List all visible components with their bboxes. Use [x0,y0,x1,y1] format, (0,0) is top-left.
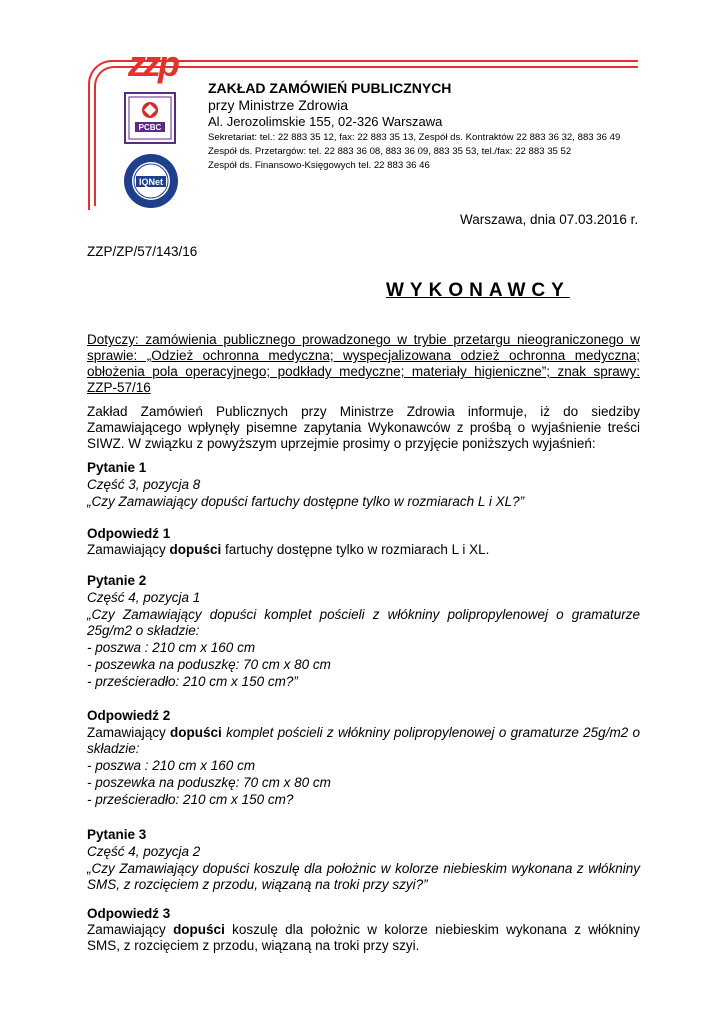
question-1-title: Pytanie 1 [87,460,147,475]
iqnet-certificate-icon [122,152,180,210]
case-reference: ZZP/ZP/57/143/16 [87,244,198,259]
document-date: Warszawa, dnia 07.03.2016 r. [460,212,639,227]
subject-line: Dotyczy: zamówienia publicznego prowadzonego w trybie przetargu nieograniczonego w sprawie: „Odzież ochronna medyczna; wyspecjalizowana odzież ochronna medyczna; obłożenia pola operacyjnego; podkłady medyczne; materiały higieniczne”; znak sprawy: ZZP-57/16 [87,332,640,395]
question-3-title: Pytanie 3 [87,827,147,842]
header-rule-inner [118,66,638,68]
iqnet-label: IQNet [138,177,164,187]
answer-1-title: Odpowiedź 1 [87,526,171,541]
question-1-text: „Czy Zamawiający dopuści fartuchy dostępne tylko w rozmiarach L i XL?” [87,494,525,509]
header-rule-left [88,90,90,210]
answer-2-title: Odpowiedź 2 [87,708,171,723]
answer-2-item: - poszewka na poduszkę: 70 cm x 80 cm [87,775,331,790]
question-2-title: Pytanie 2 [87,573,147,588]
zzp-logo: zzp [128,43,177,84]
org-name: ZAKŁAD ZAMÓWIEŃ PUBLICZNYCH [208,80,452,96]
answer-2-item: - poszwa : 210 cm x 160 cm [87,758,256,773]
question-2-part: Część 4, pozycja 1 [87,590,201,605]
question-2-item: - poszewka na poduszkę: 70 cm x 80 cm [87,657,331,672]
pcbc-certificate-icon [124,92,176,144]
contact-line-2: Zespół ds. Przetargów: tel. 22 883 36 08, 883 36 09, 883 35 53, tel./fax: 22 883 35 52 [208,146,572,157]
question-3-part: Część 4, pozycja 2 [87,844,201,859]
intro-paragraph: Zakład Zamówień Publicznych przy Ministrze Zdrowia informuje, iż do siedziby Zamawiającego wpłynęły pisemne zapytania Wykonawców z prośbą o wyjaśnienie treści SIWZ. W związku z powyższym uprzejmie prosimy o przyjęcie poniższych wyjaśnień: [87,404,640,451]
org-subtitle: przy Ministrze Zdrowia [208,97,349,113]
answer-1-text: Zamawiający dopuści fartuchy dostępne tylko w rozmiarach L i XL. [87,542,490,557]
org-address: Al. Jerozolimskie 155, 02-326 Warszawa [208,114,443,129]
header-rule-top [110,60,638,62]
contact-line-3: Zespół ds. Finansowo-Księgowych tel. 22 883 36 46 [208,160,430,171]
question-3-text: „Czy Zamawiający dopuści koszulę dla położnic w kolorze niebieskim wykonana z włókniny SMS, z rozcięciem z przodu, wiązaną na troki przy szyi?” [87,861,640,892]
answer-2-item: - prześcieradło: 210 cm x 150 cm? [87,792,294,807]
question-2-item: - prześcieradło: 210 cm x 150 cm?” [87,674,298,689]
addressee-heading: WYKONAWCY [386,280,570,301]
answer-2-text: Zamawiający dopuści komplet pościeli z włókniny polipropylenowej o gramaturze 25g/m2 o składzie: [87,725,640,756]
answer-3-text: Zamawiający dopuści koszulę dla położnic w kolorze niebieskim wykonana z włókniny SMS, z rozcięciem z przodu, wiązaną na troki przy szyi. [87,922,640,953]
contact-line-1: Sekretariat: tel.: 22 883 35 12, fax: 22 883 35 13, Zespół ds. Kontraktów 22 883 36 32, 883 36 49 [208,132,621,143]
answer-3-title: Odpowiedź 3 [87,906,171,921]
question-1-part: Część 3, pozycja 8 [87,477,201,492]
question-2-text: „Czy Zamawiający dopuści komplet pościeli z włókniny polipropylenowej o gramaturze 25g/m2 o składzie: [87,607,640,638]
header-rule-left-inner [94,96,96,206]
pcbc-label: PCBC [138,123,162,132]
question-2-item: - poszwa : 210 cm x 160 cm [87,640,256,655]
